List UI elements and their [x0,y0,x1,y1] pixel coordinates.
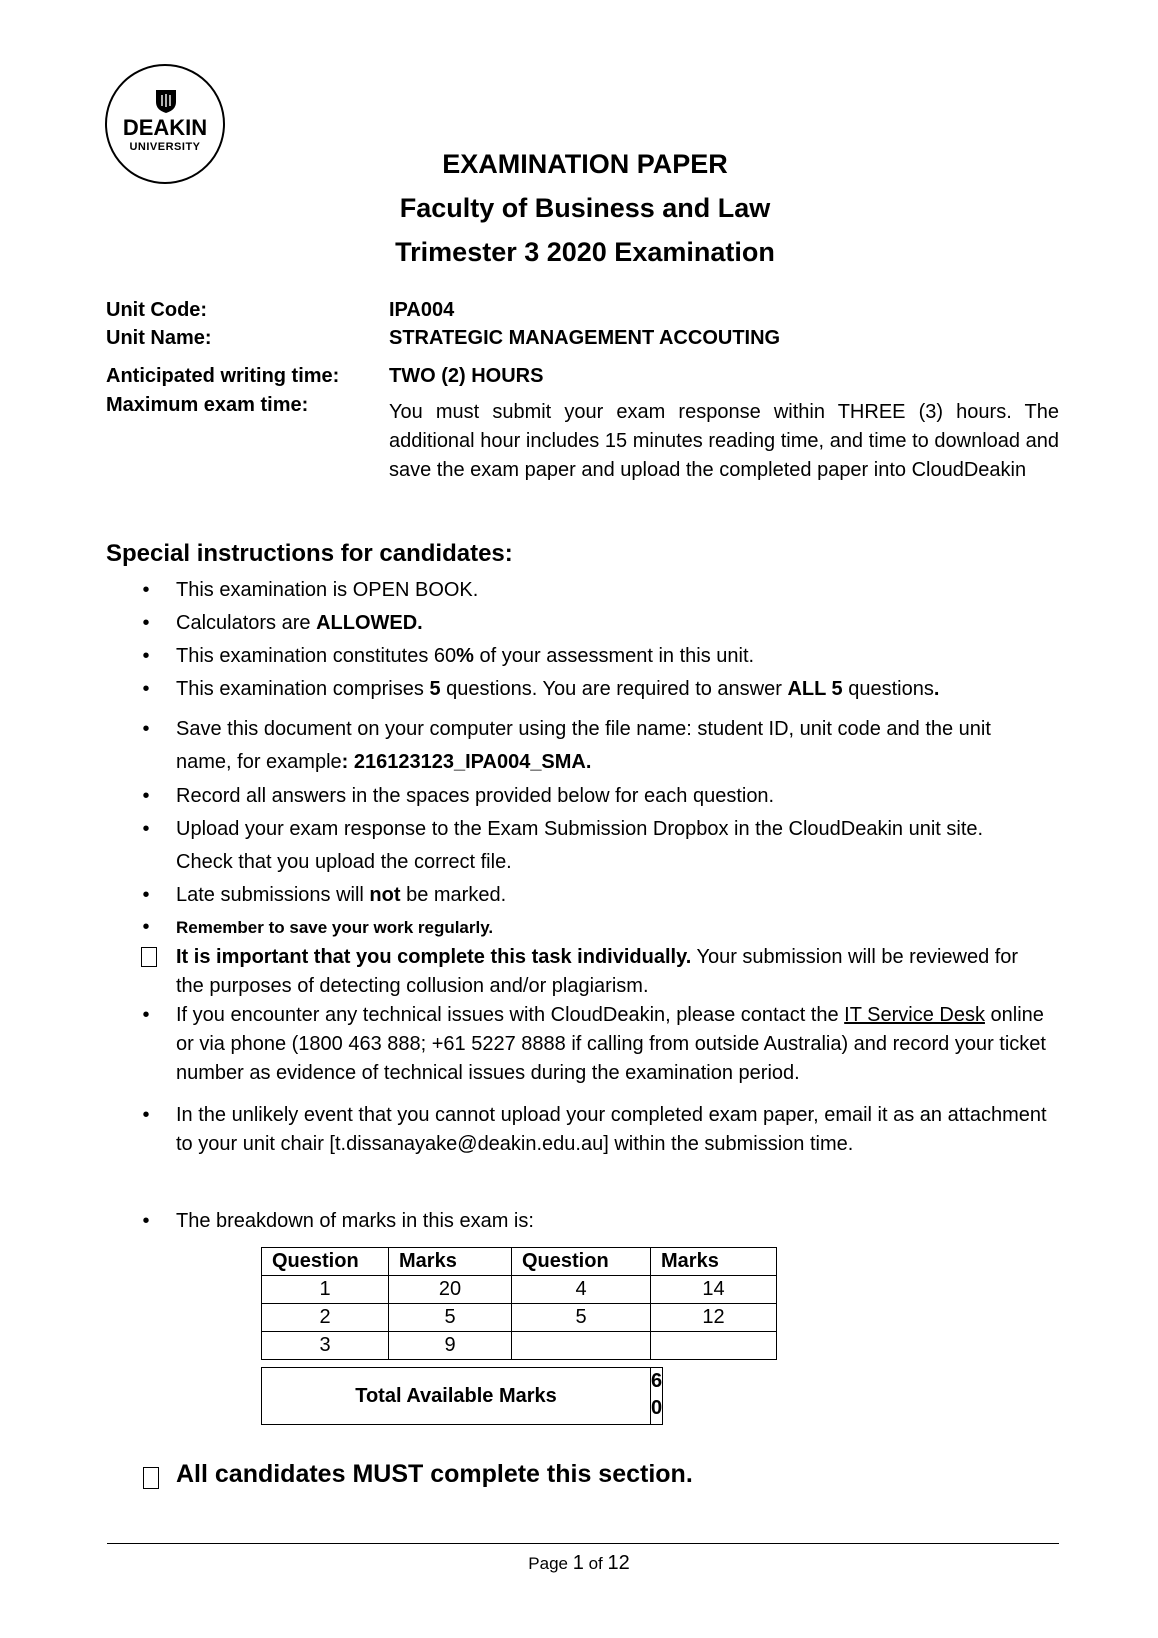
total-marks-value: 60 [651,1367,663,1425]
table-cell: 3 [262,1332,389,1360]
deakin-shield-icon [155,88,177,114]
table-cell: 14 [651,1276,777,1304]
must-complete-heading: All candidates MUST complete this section. [176,1460,693,1488]
exam-page: DEAKIN UNIVERSITY EXAMINATION PAPER Faculty of Business and Law Trimester 3 2020 Examination Unit Code: IPA004 Unit Name: STRATEGIC MANAGEMENT ACCOUTING Anticipated writing time: TWO (2) HOURS Maximum exam time: You must submit your exam response within THREE (3) hours. The additional hour includes 15 minutes reading time, and time to download and save the exam paper and upload the completed paper into CloudDeakin Special instructions for candidates: • This examination is OPEN BOOK. • Calculators are ALLOWED. • This examination constitutes 60% of your assessment in this unit. • This examination comprises 5 questions. You are required to answer ALL 5 questions. • Save this document on your computer using the file name: student ID, unit code and the unit name, for example: 216123123_IPA004_SMA. • Record all answers in the spaces provided below for each question. • Upload your exam response to the Exam Submission Dropbox in the CloudDeakin unit site. Check that you upload the correct file. • Late submissions will not be marked. • Remember to save your work regularly. It is important that you complete this task individually. Your submission will be reviewed for the purposes of detecting collusion and/or plagiarism. • If you encounter any technical issues with CloudDeakin, please contact the IT Service Desk online or via phone (1800 463 888; +61 5227 8888 if calling from outside Australia) and record your ticket number as evidence of technical issues during the examination period. • In the unlikely event that you cannot upload your completed exam paper, email it as an attachment to your unit chair [t.dissanayake@deakin.edu.au] within the submission time. • The breakdown of marks in this exam is: Question Marks Question Marks 1 20 4 14 2 5 5 12 3 9 Total Available Marks 60 All candidates MUST complete this section. Page 1 of 12 [0,0,1158,1638]
exam-title: EXAMINATION PAPER [442,149,728,179]
unit-code-value: IPA004 [389,299,455,321]
page-current: 1 [572,1552,584,1574]
logo-name: DEAKIN [122,115,208,140]
unit-code-label: Unit Code: [106,299,208,321]
marks-table [261,1247,777,1360]
max-time-value: You must submit your exam response within THREE (3) hours. The additional hour includes 15 minutes reading time, and time to download and save the exam paper and upload the completed paper into CloudDeakin [389,401,1059,481]
table-row [262,1276,777,1304]
table-header-row [262,1248,777,1276]
table-header-cell: Question [512,1248,651,1276]
table-header-cell: Marks [389,1248,512,1276]
total-marks-label: Total Available Marks [261,1367,651,1425]
table-cell: 4 [512,1276,651,1304]
unit-name-label: Unit Name: [106,327,212,349]
table-cell: 1 [262,1276,389,1304]
table-row [262,1332,777,1360]
table-cell: 2 [262,1304,389,1332]
table-row [262,1304,777,1332]
it-service-desk-link[interactable]: IT Service Desk [844,1004,985,1026]
table-header-cell: Question [262,1248,389,1276]
special-instructions-heading: Special instructions for candidates: [106,540,513,567]
writing-time-label: Anticipated writing time: [106,365,340,387]
table-cell: 5 [512,1304,651,1332]
page-total: 12 [607,1552,630,1574]
table-cell [651,1332,777,1360]
checkbox-glyph-icon [143,1467,159,1489]
page-of: of [583,1554,608,1573]
page-prefix: Page [528,1554,573,1573]
table-cell: 9 [389,1332,512,1360]
exam-title-block [300,142,870,274]
table-header-cell: Marks [651,1248,777,1276]
footer-divider [107,1543,1059,1544]
max-time-label: Maximum exam time: [106,394,309,416]
table-cell: 5 [389,1304,512,1332]
page-footer [0,1552,1158,1575]
faculty-title: Faculty of Business and Law [399,193,771,223]
table-cell [512,1332,651,1360]
trimester-title: Trimester 3 2020 Examination [395,237,775,267]
unit-name-value: STRATEGIC MANAGEMENT ACCOUTING [389,327,781,349]
writing-time-value: TWO (2) HOURS [389,365,544,387]
logo-subtitle: UNIVERSITY [129,141,201,153]
checkbox-glyph-icon [141,947,157,967]
deakin-logo [105,64,225,184]
table-cell: 12 [651,1304,777,1332]
table-cell: 20 [389,1276,512,1304]
